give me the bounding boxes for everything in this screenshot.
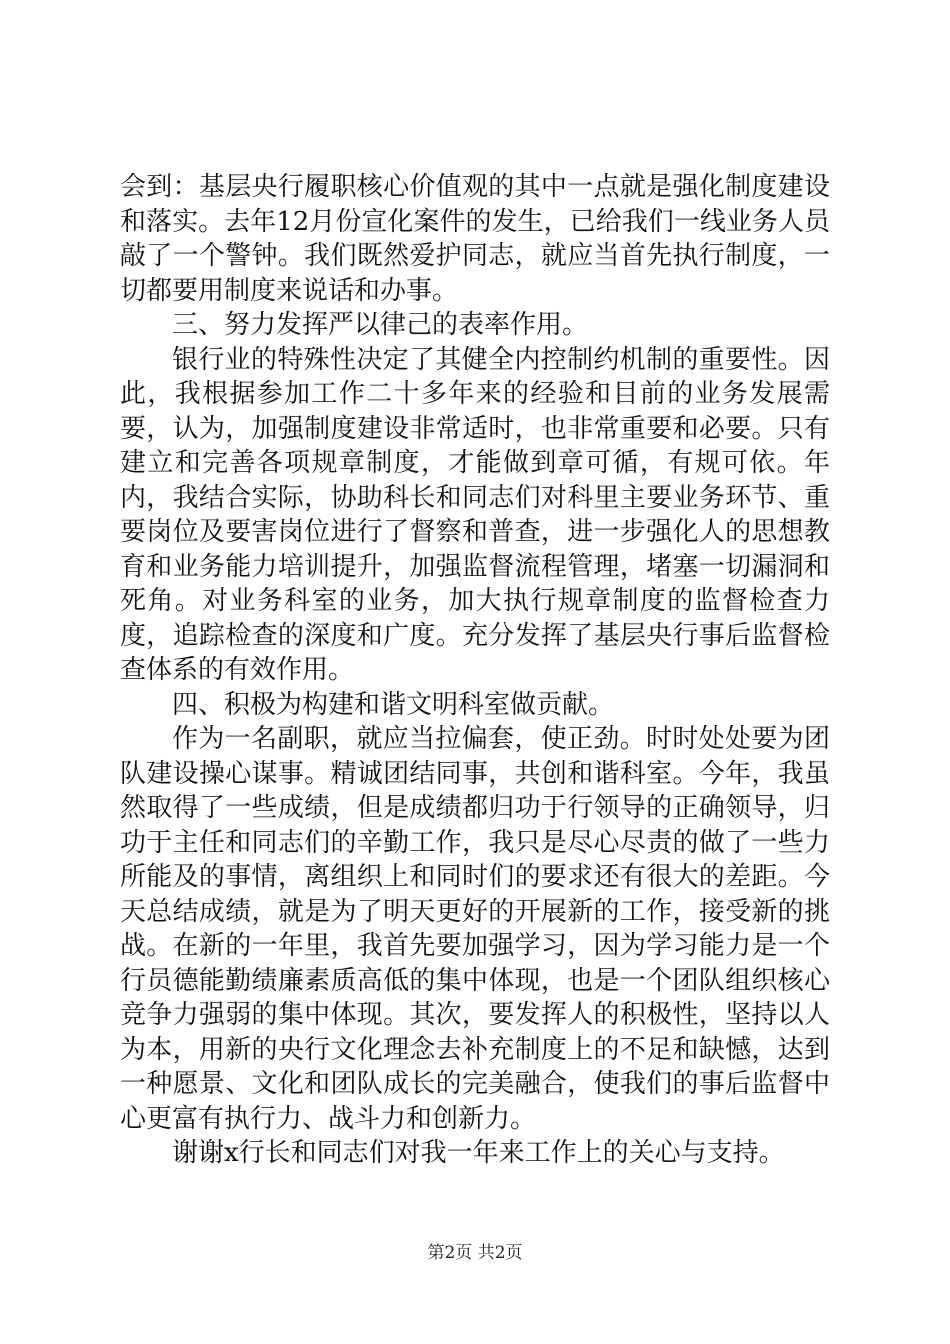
document-body <box>120 170 830 1171</box>
page-footer: 第2页 共2页 <box>427 1243 523 1263</box>
paragraph-continuation: 会到：基层央行履职核心价值观的其中一点就是强化制度建设和落实。去年12月份宣化案件的发生，已给我们一线业务人员敲了一个警钟。我们既然爱护同志，就应当首先执行制度，一切都要用制度来说话和办事。 <box>120 172 830 306</box>
paragraph-thanks: 谢谢x行长和同志们对我一年来工作上的关心与支持。 <box>172 1138 785 1168</box>
paragraph-internal-control: 银行业的特殊性决定了其健全内控制约机制的重要性。因此，我根据参加工作二十多年来的经验和目前的业务发展需要，认为，加强制度建设非常适时，也非常重要和必要。只有建立和完善各项规章制度，才能做到章可循，有规可依。年内，我结合实际，协助科长和同志们对科里主要业务环节、重要岗位及要害岗位进行了督察和普查，进一步强化人的思想教育和业务能力培训提升，加强监督流程管理，堵塞一切漏洞和死角。对业务科室的业务，加大执行规章制度的监督检查力度，追踪检查的深度和广度。充分发挥了基层央行事后监督检查体系的有效作用。 <box>120 344 830 685</box>
paragraph-team-building: 作为一名副职，就应当拉偏套，使正劲。时时处处要为团队建设操心谋事。精诚团结同事，共创和谐科室。今年，我虽然取得了一些成绩，但是成绩都归功于行领导的正确领导，归功于主任和同志们的辛勤工作，我只是尽心尽责的做了一些力所能及的事情，离组织上和同时们的要求还有很大的差距。今天总结成绩，就是为了明天更好的开展新的工作，接受新的挑战。在新的一年里，我首先要加强学习，因为学习能力是一个行员德能勤绩廉素质高低的集中体现，也是一个团队组织核心竞争力强弱的集中体现。其次，要发挥人的积极性，坚持以人为本，用新的央行文化理念去补充制度上的不足和缺憾，达到一种愿景、文化和团队成长的完美融合，使我们的事后监督中心更富有执行力、战斗力和创新力。 <box>120 724 830 1134</box>
section-heading-3: 三、努力发挥严以律己的表率作用。 <box>172 310 589 340</box>
section-heading-4: 四、积极为构建和谐文明科室做贡献。 <box>172 689 615 720</box>
